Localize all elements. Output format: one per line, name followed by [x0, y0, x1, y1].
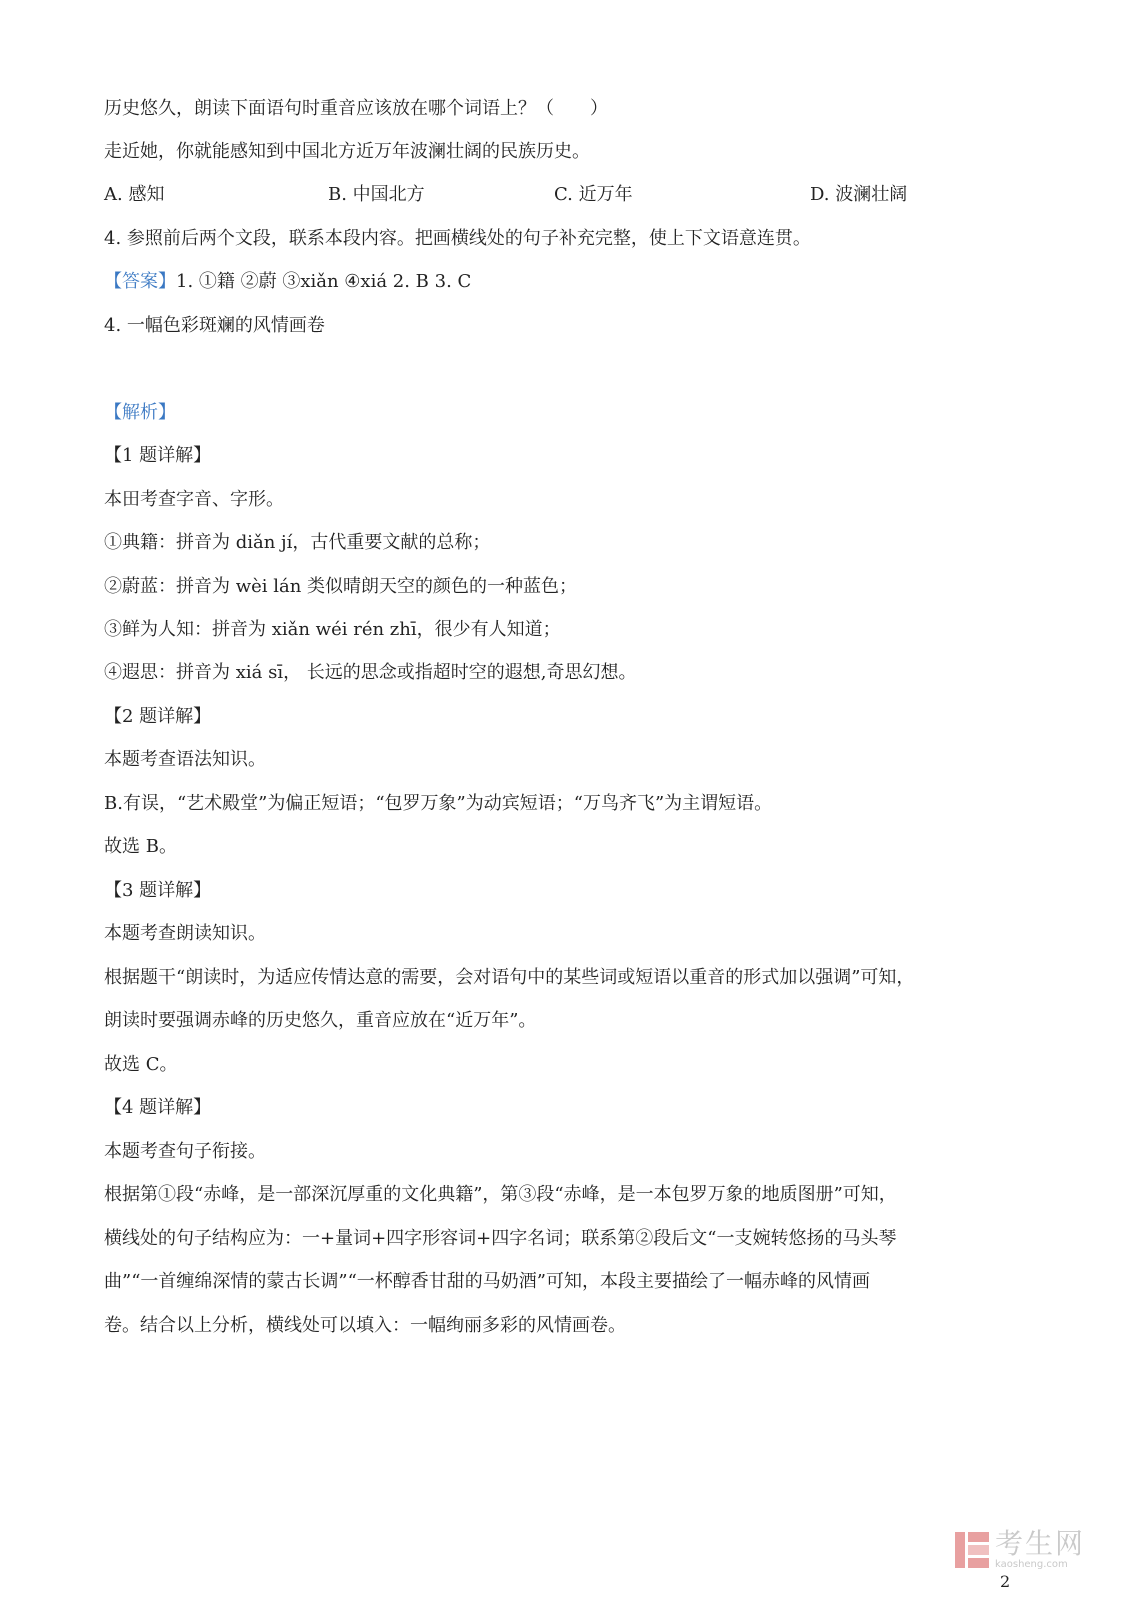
q4-explanation-1: 根据第①段“赤峰，是一部深沉厚重的文化典籍”，第③段“赤峰，是一本包罗万象的地质图册”可知，	[104, 1184, 897, 1205]
q1-intro: 本田考查字音、字形。	[104, 489, 284, 510]
option-d: D. 波澜壮阔	[810, 184, 908, 205]
answer-line	[104, 270, 471, 294]
q2-heading: 【2 题详解】	[104, 706, 212, 727]
answer-label: 【答案】	[104, 271, 176, 292]
watermark-text: 考生网	[995, 1527, 1086, 1560]
q1-item-1: ①典籍：拼音为 diǎn jí，古代重要文献的总称；	[104, 532, 491, 553]
watermark-domain: kaosheng.com	[995, 1559, 1068, 1570]
option-c: C. 近万年	[554, 184, 633, 205]
analysis-label: 【解析】	[104, 402, 176, 423]
watermark	[955, 1527, 1105, 1573]
option-b: B. 中国北方	[328, 184, 425, 205]
question-3-sentence: 走近她，你就能感知到中国北方近万年波澜壮阔的民族历史。	[104, 141, 590, 162]
q1-item-4: ④遐思：拼音为 xiá sī， 长远的思念或指超时空的遐想,奇思幻想。	[104, 662, 637, 683]
option-a: A. 感知	[104, 184, 165, 205]
q3-conclusion: 故选 C。	[104, 1054, 178, 1075]
q2-intro: 本题考查语法知识。	[104, 749, 266, 770]
q1-item-2: ②蔚蓝：拼音为 wèi lán 类似晴朗天空的颜色的一种蓝色；	[104, 576, 578, 597]
q4-explanation-4: 卷。结合以上分析，横线处可以填入：一幅绚丽多彩的风情画卷。	[104, 1315, 626, 1336]
q1-heading: 【1 题详解】	[104, 445, 212, 466]
q3-intro: 本题考查朗读知识。	[104, 923, 266, 944]
q2-conclusion: 故选 B。	[104, 836, 177, 857]
answer-text: 1. ①籍 ②蔚 ③xiǎn ④xiá 2. B 3. C	[176, 271, 472, 292]
q4-heading: 【4 题详解】	[104, 1097, 212, 1118]
kaosheng-logo-icon	[955, 1530, 989, 1570]
q1-item-3: ③鲜为人知：拼音为 xiǎn wéi rén zhī，很少有人知道；	[104, 619, 561, 640]
q4-explanation-2: 横线处的句子结构应为：一+量词+四字形容词+四字名词；联系第②段后文“一支婉转悠扬的马头琴	[104, 1228, 897, 1249]
q4-intro: 本题考查句子衔接。	[104, 1141, 266, 1162]
question-4-stem: 4. 参照前后两个文段，联系本段内容。把画横线处的句子补充完整，使上下文语意连贯。	[104, 228, 811, 249]
q4-explanation-3: 曲”“一首缠绵深情的蒙古长调”“一杯醇香甘甜的马奶酒”可知，本段主要描绘了一幅赤峰的风情画	[104, 1271, 871, 1292]
question-3-stem: 历史悠久，朗读下面语句时重音应该放在哪个词语上？（ ）	[104, 98, 608, 119]
q3-explanation-2: 朗读时要强调赤峰的历史悠久，重音应放在“近万年”。	[104, 1010, 537, 1031]
q3-heading: 【3 题详解】	[104, 880, 212, 901]
page-number: 2	[1000, 1572, 1011, 1591]
q2-explanation: B.有误，“艺术殿堂”为偏正短语；“包罗万象”为动宾短语；“万鸟齐飞”为主谓短语。	[104, 793, 773, 814]
answer-4: 4. 一幅色彩斑斓的风情画卷	[104, 315, 325, 336]
q3-explanation-1: 根据题干“朗读时，为适应传情达意的需要，会对语句中的某些词或短语以重音的形式加以强调”可知，	[104, 967, 915, 988]
